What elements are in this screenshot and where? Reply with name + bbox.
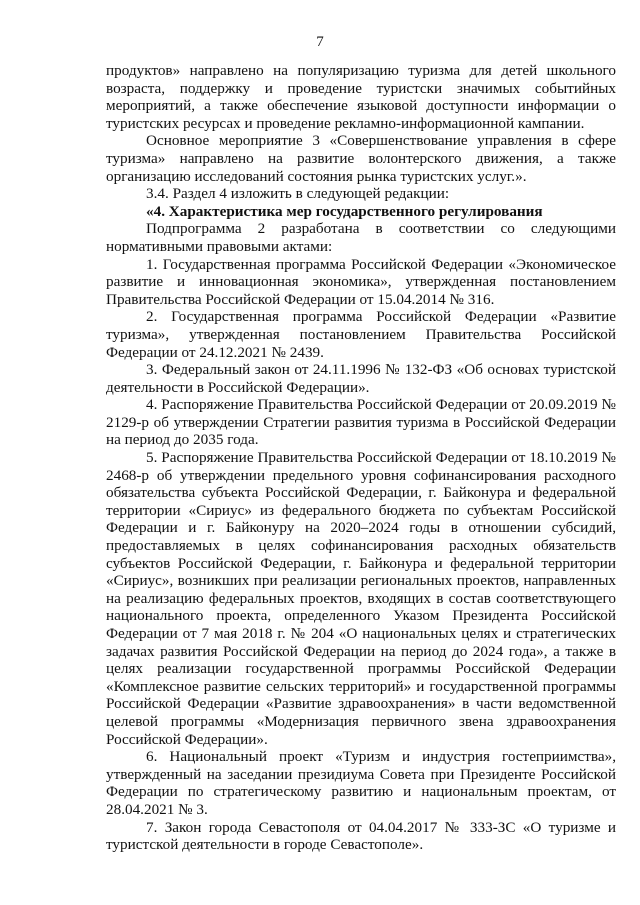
list-item-1: 1. Государственная программа Российской Федерации «Экономическое развитие и инновационная экономика», утвержденная постановлением Правительства Российской Федерации от 15.04.2014 № 316.: [106, 255, 616, 308]
list-item-5: 5. Распоряжение Правительства Российской Федерации от 18.10.2019 № 2468-р об утверждении предельного уровня софинансирования расходного обязательства субъекта Российской Федерации, г. Байконура и федеральной территории «Сириус» из федерального бюджета по субъектам Российской Федерации и г. Байконуру на 2020–2024 годы в отношении субсидий, предоставляемых в целях софинансирования расходных обязательств субъектов Российской Федерации, г. Байконура и федеральной территории «Сириус», возникших при реализации региональных проектов, направленных на реализацию федеральных проектов, входящих в состав соответствующего национального проекта, определенного Указом Президента Российской Федерации от 7 мая 2018 г. № 204 «О национальных целях и стратегических задачах развития Российской Федерации на период до 2024 года», а также в целях реализации государственной программы Российской Федерации «Комплексное развитие сельских территорий» и государственной программы Российской Федерации «Развитие здравоохранения» в части ведомственной целевой программы «Модернизация первичного звена здравоохранения Российской Федерации».: [106, 449, 616, 748]
list-item-6: 6. Национальный проект «Туризм и индустрия гостеприимства», утвержденный на заседании президиума Совета при Президенте Российской Федерации по стратегическому развитию и национальным проектам, от 28.04.2021 № 3.: [106, 748, 616, 818]
list-item-4: 4. Распоряжение Правительства Российской Федерации от 20.09.2019 № 2129-р об утверждении Стратегии развития туризма в Российской Федерации на период до 2035 года.: [106, 396, 616, 449]
paragraph-main-event-3: Основное мероприятие 3 «Совершенствование управления в сфере туризма» направлено на развитие волонтерского движения, а также организацию исследований состояния рынка туристских услуг.».: [106, 132, 616, 185]
page-number: 7: [316, 34, 324, 50]
list-item-7: 7. Закон города Севастополя от 04.04.2017 № 333-ЗС «О туризме и туристской деятельности в городе Севастополе».: [106, 818, 616, 854]
paragraph-continuation: продуктов» направлено на популяризацию туризма для детей школьного возраста, поддержку и проведение туристски значимых событийных мероприятий, а также обеспечение языковой доступности информации о туристских ресурсах и проведение рекламно-информационной кампании.: [106, 62, 616, 132]
list-item-3: 3. Федеральный закон от 24.11.1996 № 132-ФЗ «Об основах туристской деятельности в Российской Федерации».: [106, 361, 616, 396]
document-body: [106, 62, 616, 854]
paragraph-section-4-intro: 3.4. Раздел 4 изложить в следующей редакции:: [146, 185, 450, 203]
paragraph-subprogram-basis: Подпрограмма 2 разработана в соответствии со следующими нормативными правовыми актами:: [106, 220, 616, 255]
section-heading: «4. Характеристика мер государственного регулирования: [146, 202, 543, 220]
list-item-2: 2. Государственная программа Российской Федерации «Развитие туризма», утвержденная постановлением Правительства Российской Федерации от 24.12.2021 № 2439.: [106, 308, 616, 361]
